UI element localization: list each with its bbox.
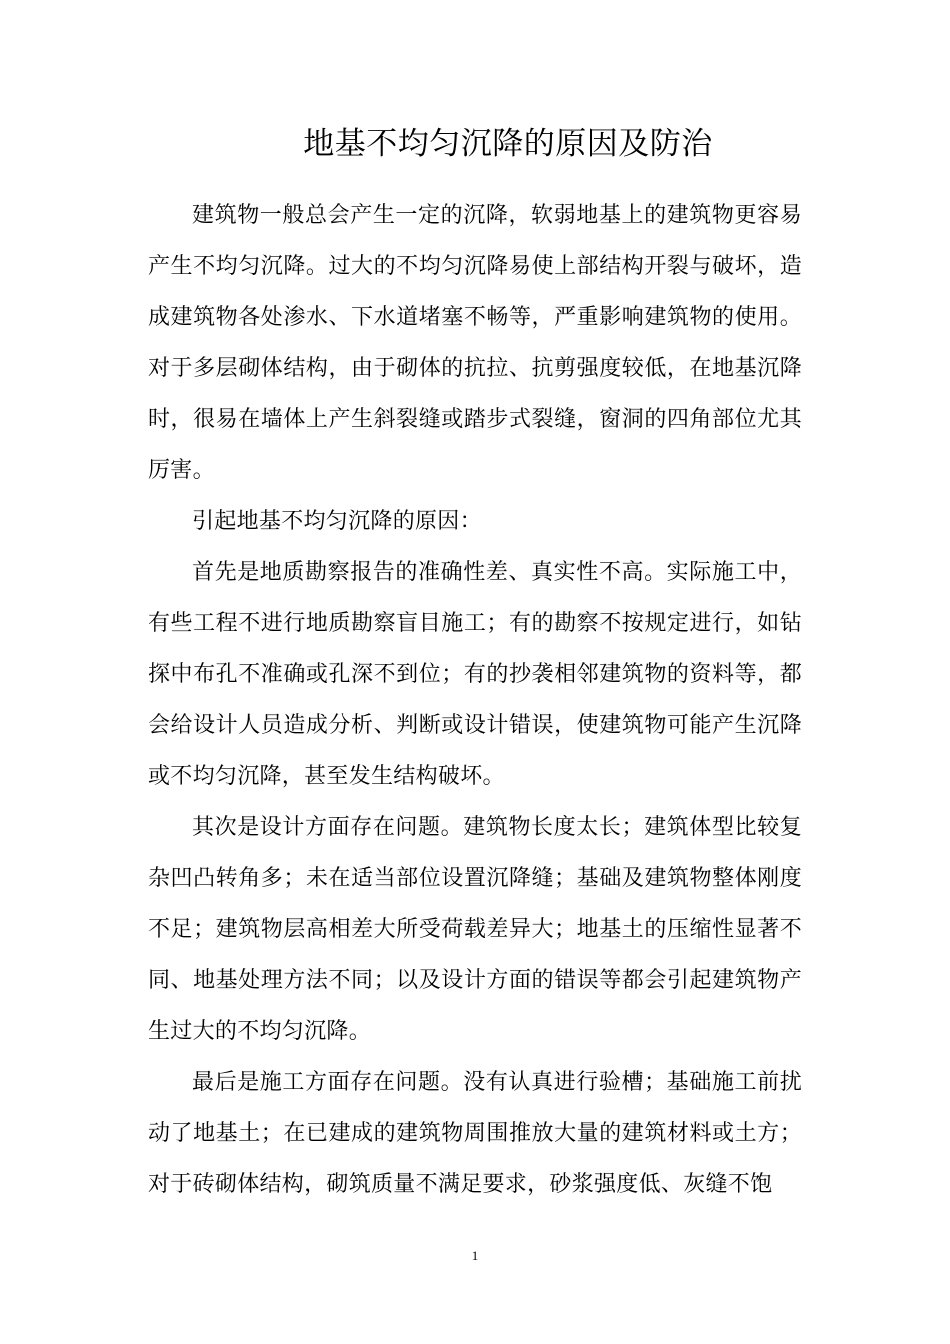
document-body bbox=[148, 190, 802, 1210]
document-title: 地基不均匀沉降的原因及防治 bbox=[303, 126, 713, 162]
paragraph-construction-cause: 最后是施工方面存在问题。没有认真进行验槽；基础施工前扰动了地基土；在已建成的建筑物周围推放大量的建筑材料或土方；对于砖砌体结构，砌筑质量不满足要求，砂浆强度低、灰缝不饱 bbox=[148, 1070, 802, 1197]
page-number: 1 bbox=[471, 1248, 479, 1263]
paragraph-design-cause: 其次是设计方面存在问题。建筑物长度太长；建筑体型比较复杂凹凸转角多；未在适当部位设置沉降缝；基础及建筑物整体刚度不足；建筑物层高相差大所受荷载差异大；地基土的压缩性显著不同、地基处理方法不同；以及设计方面的错误等都会引起建筑物产生过大的不均匀沉降。 bbox=[148, 815, 802, 1044]
paragraph-intro: 建筑物一般总会产生一定的沉降，软弱地基上的建筑物更容易产生不均匀沉降。过大的不均匀沉降易使上部结构开裂与破坏，造成建筑物各处渗水、下水道堵塞不畅等，严重影响建筑物的使用。对于多层砌体结构，由于砌体的抗拉、抗剪强度较低，在地基沉降时，很易在墙体上产生斜裂缝或踏步式裂缝，窗洞的四角部位尤其厉害。 bbox=[148, 203, 802, 483]
paragraph-causes-heading: 引起地基不均匀沉降的原因： bbox=[192, 509, 482, 534]
paragraph-survey-cause: 首先是地质勘察报告的准确性差、真实性不高。实际施工中，有些工程不进行地质勘察盲目施工；有的勘察不按规定进行，如钻探中布孔不准确或孔深不到位；有的抄袭相邻建筑物的资料等，都会给设计人员造成分析、判断或设计错误，使建筑物可能产生沉降或不均匀沉降，甚至发生结构破坏。 bbox=[148, 560, 802, 789]
